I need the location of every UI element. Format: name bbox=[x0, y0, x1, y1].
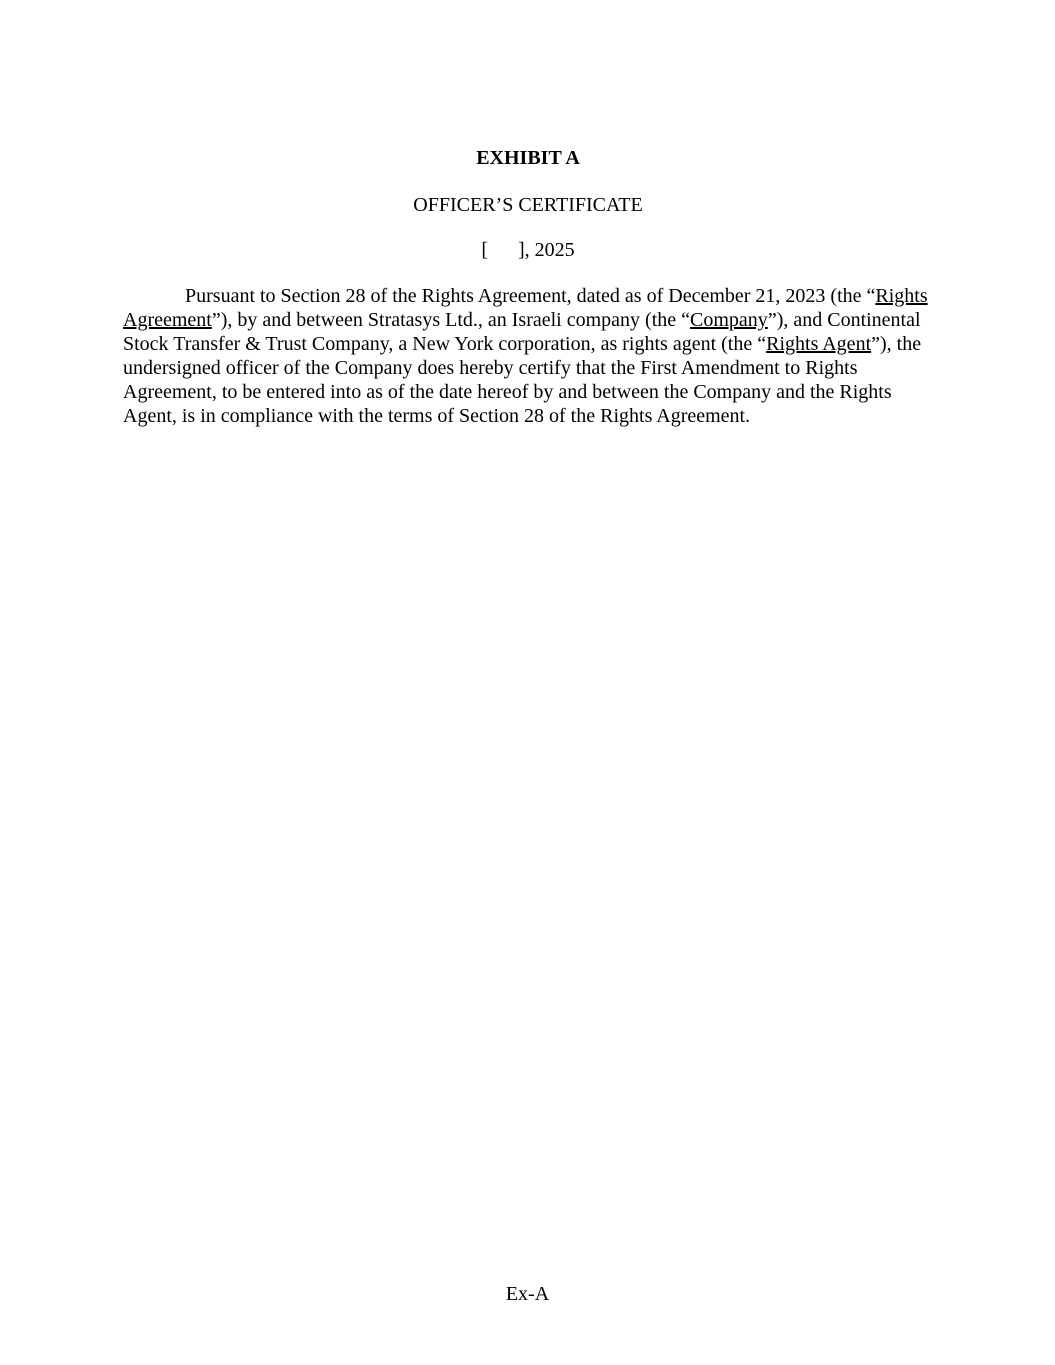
paragraph-text: ”), and Continental Stock Transfer & Trust Company, a New York corporation, as rights agent (the “ bbox=[123, 309, 921, 355]
paragraph-text: ”), by and between Stratasys Ltd., an Israeli company (the “ bbox=[211, 309, 691, 331]
defined-term: Rights Agreement bbox=[123, 285, 928, 331]
exhibit-title: EXHIBIT A bbox=[476, 147, 580, 169]
defined-term: Company bbox=[690, 309, 768, 331]
date-line: [ ], 2025 bbox=[481, 239, 575, 261]
page-footer-label: Ex-A bbox=[505, 1283, 550, 1305]
defined-term: Rights Agent bbox=[766, 333, 872, 355]
paragraph-text: Pursuant to Section 28 of the Rights Agreement, dated as of December 21, 2023 (the “ bbox=[185, 285, 876, 307]
document-content bbox=[0, 0, 1055, 428]
certificate-paragraph bbox=[123, 284, 933, 428]
paragraph-text: ”), the undersigned officer of the Company does hereby certify that the First Amendment to Rights Agreement, to be entered into as of the date hereof by and between the Company and the Rights Agent, is in compliance with the terms of Section 28 of the Rights Agreement. bbox=[123, 333, 922, 427]
document-title: OFFICER’S CERTIFICATE bbox=[413, 194, 643, 216]
